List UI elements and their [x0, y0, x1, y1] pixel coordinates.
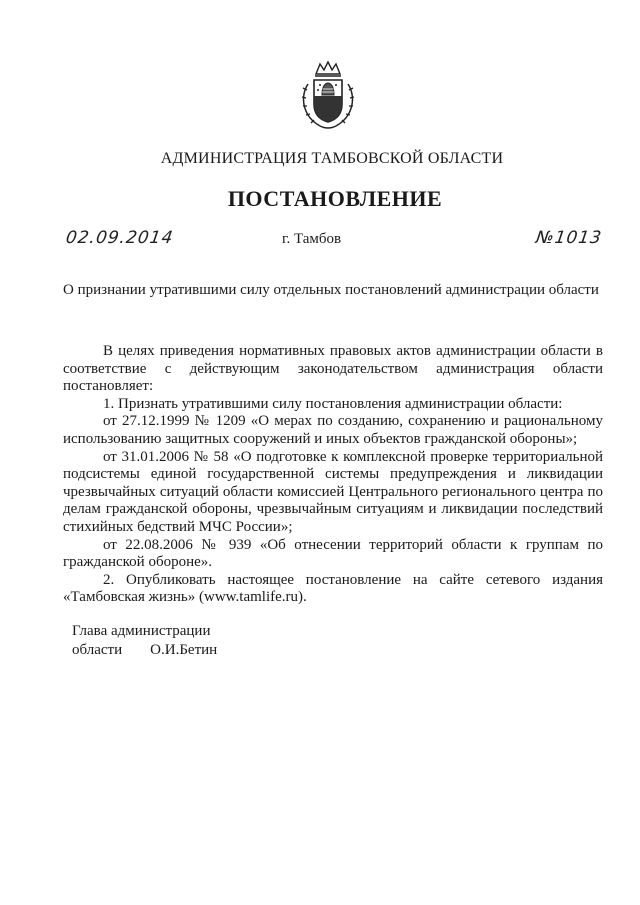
document-type-text: ПОСТАНОВЛЕНИЕ	[227, 186, 443, 211]
coat-of-arms-icon	[298, 60, 358, 132]
repealed-act-2: от 31.01.2006 № 58 «О подготовке к комплексной проверке территориальной подсистемы единой государственной системы предупреждения и ликвидации чрезвычайных ситуаций области комиссией Центрального регионального центра по делам гражданской обороны, чрезвычайным ситуациям и ликвидации последствий стихийных бедствий МЧС России»;	[63, 448, 603, 535]
item-2-paragraph: 2. Опубликовать настоящее постановление на сайте сетевого издания «Тамбовская жизнь» (www.tamlife.ru).	[63, 571, 603, 606]
signature-block	[72, 622, 217, 660]
document-type	[0, 186, 640, 212]
agency-name	[0, 150, 640, 168]
preamble-paragraph: В целях приведения нормативных правовых актов администрации области в соответствие с действующим законодательством администрация области постановляет:	[63, 343, 603, 395]
signatory-row	[72, 641, 217, 660]
handwritten-date: 02.09.2014	[64, 228, 175, 248]
signatory-title-line-1: Глава администрации	[72, 623, 211, 639]
signatory-name: О.И.Бетин	[150, 642, 218, 658]
handwritten-number: №1013	[534, 228, 604, 248]
item-1-paragraph: 1. Признать утратившими силу постановления администрации области:	[103, 395, 563, 412]
city: г. Тамбов	[282, 231, 342, 247]
agency-name-text: АДМИНИСТРАЦИЯ ТАМБОВСКОЙ ОБЛАСТИ	[160, 150, 504, 167]
repealed-act-1: от 27.12.1999 № 1209 «О мерах по созданию, сохранению и рациональному использованию защитных сооружений и иных объектов гражданской обороны»;	[63, 413, 603, 447]
document-body	[63, 343, 603, 607]
repealed-act-3: от 22.08.2006 № 939 «Об отнесении территорий области к группам по гражданской обороне».	[63, 536, 603, 571]
signatory-title-line-2: области	[72, 642, 123, 658]
document-subject: О признании утратившими силу отдельных постановлений администрации области	[63, 282, 599, 298]
